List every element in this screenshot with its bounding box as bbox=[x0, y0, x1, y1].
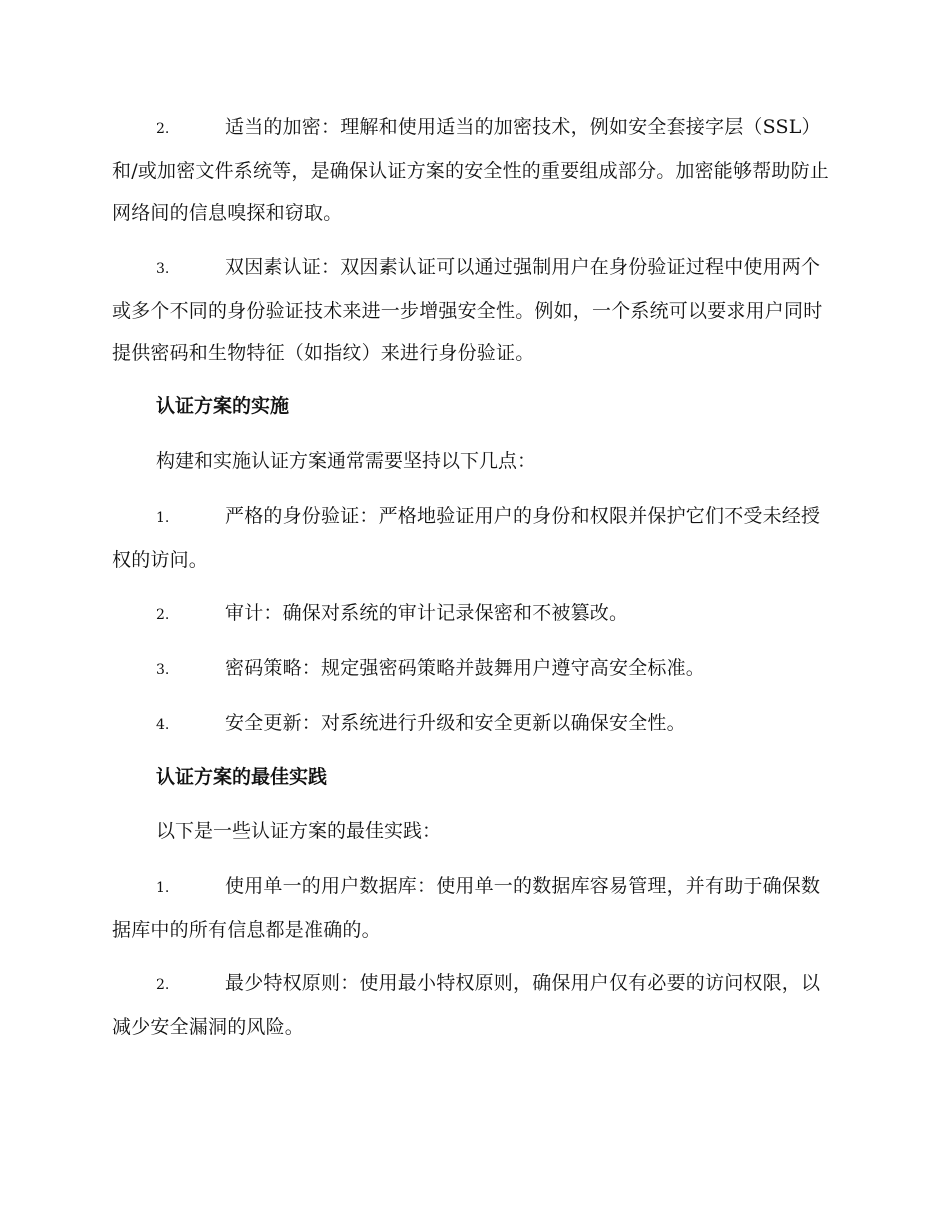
list-item-text: 双因素认证：双因素认证可以通过强制用户在身份验证过程中使用两个或多个不同的身份验证技术来进一步增强安全性。例如，一个系统可以要求用户同时提供密码和生物特征（如指纹）来进行身份验证。 bbox=[112, 256, 823, 364]
list-item bbox=[112, 865, 834, 951]
list-item-text: 密码策略：规定强密码策略并鼓舞用户遵守高安全标准。 bbox=[225, 657, 706, 679]
list-item bbox=[112, 246, 834, 374]
list-item-text: 审计：确保对系统的审计记录保密和不被篡改。 bbox=[225, 602, 629, 624]
section-heading: 认证方案的实施 bbox=[156, 395, 290, 417]
list-number: 1. bbox=[156, 510, 170, 526]
list-item-text: 最少特权原则：使用最小特权原则，确保用户仅有必要的访问权限，以减少安全漏洞的风险。 bbox=[112, 972, 821, 1038]
list-number: 3. bbox=[156, 261, 170, 277]
list-item bbox=[112, 495, 834, 581]
section-heading: 认证方案的最佳实践 bbox=[156, 766, 328, 788]
list-number: 2. bbox=[156, 977, 170, 993]
list-number: 2. bbox=[156, 607, 170, 623]
list-number: 2. bbox=[156, 121, 170, 137]
list-number: 1. bbox=[156, 880, 170, 896]
list-item bbox=[112, 962, 834, 1048]
list-item bbox=[112, 647, 834, 691]
paragraph: 构建和实施认证方案通常需要坚持以下几点： bbox=[156, 450, 537, 472]
list-item bbox=[112, 106, 834, 234]
paragraph: 以下是一些认证方案的最佳实践： bbox=[156, 820, 442, 842]
list-item-text: 安全更新：对系统进行升级和安全更新以确保安全性。 bbox=[225, 712, 686, 734]
list-item bbox=[112, 702, 834, 746]
list-item-text: 严格的身份验证：严格地验证用户的身份和权限并保护它们不受未经授权的访问。 bbox=[112, 505, 821, 571]
list-item-text: 适当的加密：理解和使用适当的加密技术，例如安全套接字层（SSL）和/或加密文件系统等，是确保认证方案的安全性的重要组成部分。加密能够帮助防止网络间的信息嗅探和窃取。 bbox=[112, 116, 830, 224]
list-number: 4. bbox=[156, 717, 170, 733]
list-item bbox=[112, 592, 834, 636]
list-item-text: 使用单一的用户数据库：使用单一的数据库容易管理，并有助于确保数据库中的所有信息都是准确的。 bbox=[112, 875, 821, 941]
list-number: 3. bbox=[156, 662, 170, 678]
